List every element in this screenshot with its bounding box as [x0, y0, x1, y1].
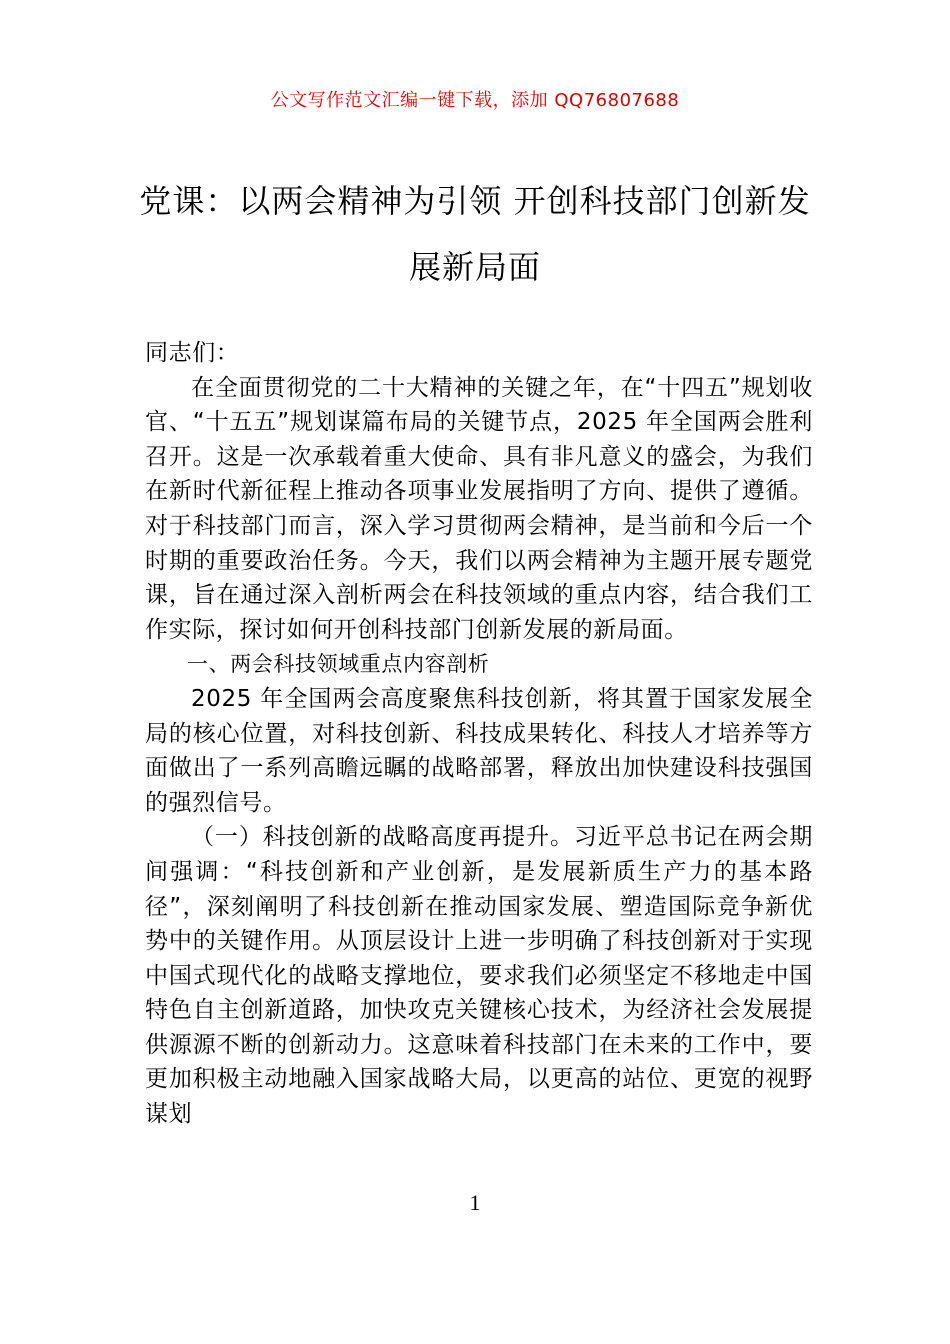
page-number: 1: [469, 1190, 481, 1215]
section-summary-paragraph: 2025 年全国两会高度聚焦科技创新，将其置于国家发展全局的核心位置，对科技创新、科技成果转化、科技人才培养等方面做出了一系列高瞻远瞩的战略部署，释放出加快建设科技强国的强烈信号。: [145, 685, 813, 816]
section-heading: 一、两会科技领域重点内容剖析: [187, 652, 490, 677]
greeting: 同志们：: [145, 340, 240, 366]
intro-paragraph: 在全面贯彻党的二十大精神的关键之年，在“十四五”规划收官、“十五五”规划谋篇布局的关键节点，2025 年全国两会胜利召开。这是一次承载着重大使命、具有非凡意义的盛会，为我们在新时代新征程上推动各项事业发展指明了方向、提供了遵循。对于科技部门而言，深入学习贯彻两会精神，是当前和今后一个时期的重要政治任务。今天，我们以两会精神为主题开展专题党课，旨在通过深入剖析两会在科技领域的重点内容，结合我们工作实际，探讨如何开创科技部门创新发展的新局面。: [145, 374, 813, 643]
promo-header: 公文写作范文汇编一键下载，添加 QQ76807688: [270, 90, 680, 111]
subsection-paragraph: （一）科技创新的战略高度再提升。习近平总书记在两会期间强调：“科技创新和产业创新，是发展新质生产力的基本路径”，深刻阐明了科技创新在推动国家发展、塑造国际竞争新优势中的关键作用。从顶层设计上进一步明确了科技创新对于实现中国式现代化的战略支撑地位，要求我们必须坚定不移地走中国特色自主创新道路，加快攻克关键核心技术，为经济社会发展提供源源不断的创新动力。这意味着科技部门在未来的工作中，要更加积极主动地融入国家战略大局，以更高的站位、更宽的视野谋划: [145, 824, 813, 1128]
document-body: [145, 336, 813, 1132]
document-title: 党课：以两会精神为引领 开创科技部门创新发展新局面: [139, 182, 811, 286]
